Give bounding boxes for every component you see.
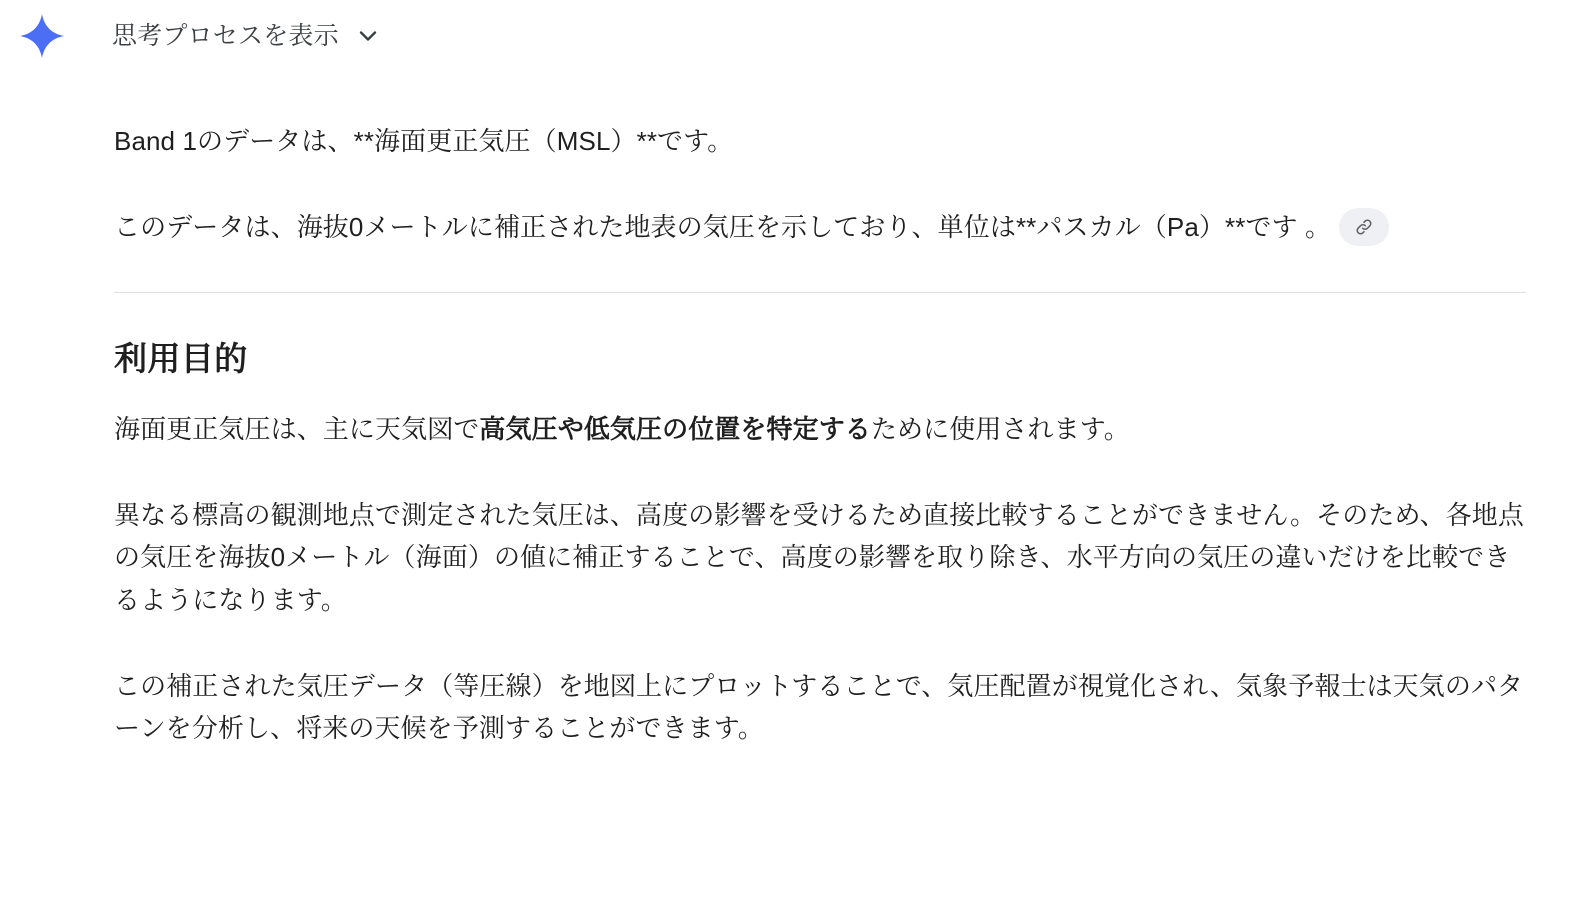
thought-process-label: 思考プロセスを表示 bbox=[112, 21, 339, 50]
sparkle-icon bbox=[14, 13, 70, 59]
answer-paragraph-1: Band 1のデータは、**海面更正気圧（MSL）**です。 bbox=[114, 126, 734, 156]
show-thought-process-button[interactable] bbox=[112, 21, 379, 50]
section-paragraph-1-pre: 海面更正気圧は、主に天気図で bbox=[114, 414, 480, 445]
chevron-down-icon[interactable] bbox=[357, 25, 379, 47]
answer-paragraph-2-text: このデータは、海抜0メートルに補正された地表の気圧を示しており、単位は**パスカル（Pa）**です 。 bbox=[114, 212, 1332, 243]
section-paragraph-3: この補正された気圧データ（等圧線）を地図上にプロットすることで、気圧配置が視覚化され、気象予報士は天気のパターンを分析し、将来の天候を予測することができます。 bbox=[114, 670, 1524, 743]
answer-paragraph-2 bbox=[114, 206, 1526, 248]
section-paragraph-2: 異なる標高の観測地点で測定された気圧は、高度の影響を受けるため直接比較することができません。そのため、各地点の気圧を海抜0メートル（海面）の値に補正することで、高度の影響を取り除き、水平方向の気圧の違いだけを比較できるようになります。 bbox=[114, 500, 1524, 615]
section-paragraph-1 bbox=[114, 408, 1526, 450]
link-icon[interactable] bbox=[1339, 208, 1389, 246]
section-paragraph-1-post: ために使用されます。 bbox=[870, 414, 1130, 445]
answer-content bbox=[114, 120, 1526, 749]
section-paragraph-1-bold: 高気圧や低気圧の位置を特定する bbox=[479, 414, 871, 445]
section-title: 利用目的 bbox=[114, 340, 248, 378]
thought-process-row bbox=[0, 14, 379, 58]
divider bbox=[114, 292, 1526, 293]
